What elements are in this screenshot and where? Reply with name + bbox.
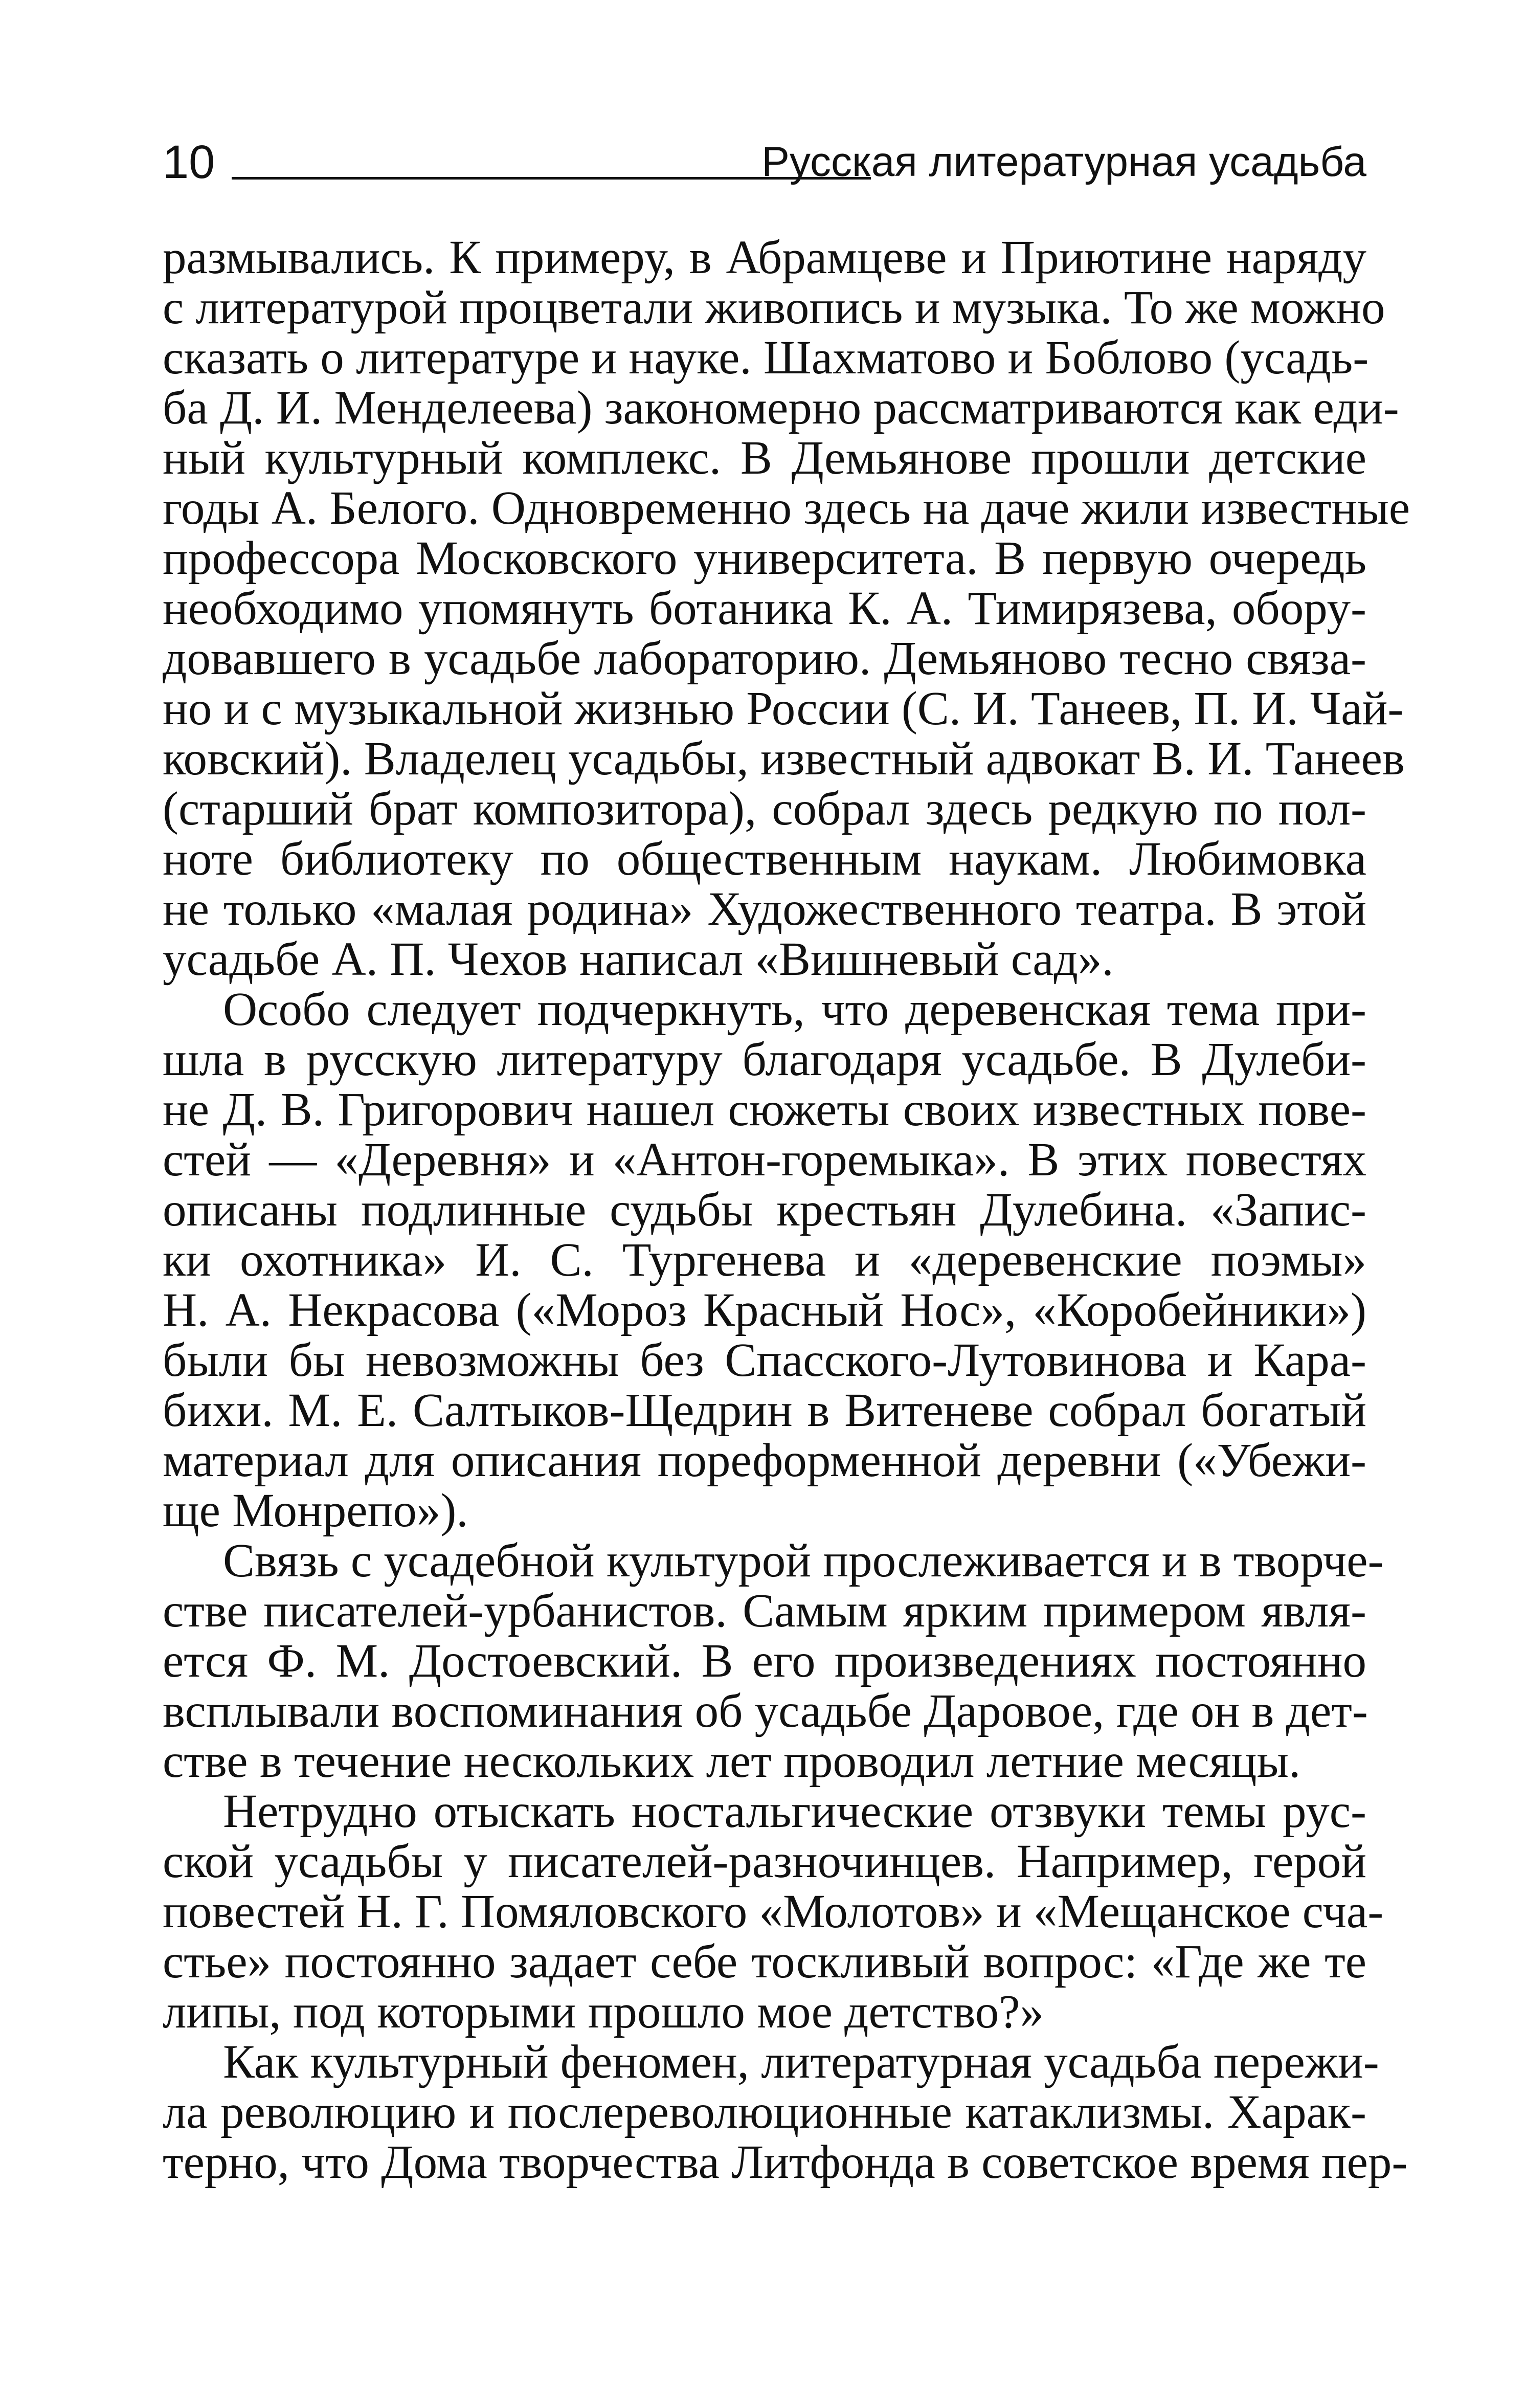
text-line: ла революцию и послереволюционные катаклизмы. Харак- <box>163 2086 1366 2138</box>
text-line: ской усадьбы у писателей-разночинцев. Например, герой <box>163 1835 1366 1888</box>
page-number: 10 <box>163 136 215 188</box>
text-line: описаны подлинные судьбы крестьян Дулебина. «Запис- <box>163 1184 1366 1236</box>
text-line: липы, под которыми прошло мое детство?» <box>163 1986 1044 2038</box>
text-line: стье» постоянно задает себе тоскливый вопрос: «Где же те <box>163 1935 1366 1988</box>
text-line: материал для описания пореформенной деревни («Убежи- <box>163 1434 1366 1487</box>
text-line: были бы невозможны без Спасского-Лутовинова и Кара- <box>163 1334 1366 1387</box>
text-line: шла в русскую литературу благодаря усадьбе. В Дулеби- <box>163 1033 1366 1086</box>
paragraph-first-line: Как культурный феномен, литературная усадьба пережи- <box>223 2036 1379 2088</box>
text-line: необходимо упомянуть ботаника К. А. Тимирязева, обору- <box>163 582 1366 635</box>
text-line: не только «малая родина» Художественного театра. В этой <box>163 883 1366 935</box>
paragraph-first-line: Связь с усадебной культурой прослеживается и в творче- <box>223 1534 1384 1587</box>
text-line: но и с музыкальной жизнью России (С. И. Танеев, П. И. Чай- <box>163 682 1404 735</box>
text-line: ковский). Владелец усадьбы, известный адвокат В. И. Танеев <box>163 732 1405 785</box>
text-line: ется Ф. М. Достоевский. В его произведениях постоянно <box>163 1635 1366 1687</box>
text-line: усадьбе А. П. Чехов написал «Вишневый сад». <box>163 933 1114 986</box>
text-line: стей — «Деревня» и «Антон-горемыка». В этих повестях <box>163 1133 1366 1186</box>
text-line: годы А. Белого. Одновременно здесь на даче жили известные <box>163 482 1410 534</box>
text-line: довавшего в усадьбе лабораторию. Демьяново тесно связа- <box>163 632 1366 685</box>
text-line: ще Монрепо»). <box>163 1484 468 1537</box>
text-line: терно, что Дома творчества Литфонда в советское время пер- <box>163 2136 1408 2189</box>
text-line: стве в течение нескольких лет проводил летние месяцы. <box>163 1735 1301 1788</box>
text-line: (старший брат композитора), собрал здесь редкую по пол- <box>163 783 1366 835</box>
running-title: Русская литературная усадьба <box>761 139 1366 185</box>
text-line: ки охотника» И. С. Тургенева и «деревенские поэмы» <box>163 1234 1366 1286</box>
text-line: повестей Н. Г. Помяловского «Молотов» и «Мещанское сча- <box>163 1885 1384 1938</box>
text-line: с литературой процветали живопись и музыка. То же можно <box>163 281 1385 334</box>
text-line: сказать о литературе и науке. Шахматово и Боблово (усадь- <box>163 331 1369 384</box>
text-line: ба Д. И. Менделеева) закономерно рассматриваются как еди- <box>163 382 1399 434</box>
text-line: стве писателей-урбанистов. Самым ярким примером явля- <box>163 1585 1366 1637</box>
text-line: всплывали воспоминания об усадьбе Даровое, где он в дет- <box>163 1685 1368 1737</box>
text-line: не Д. В. Григорович нашел сюжеты своих известных пове- <box>163 1083 1366 1136</box>
paragraph-first-line: Особо следует подчеркнуть, что деревенская тема при- <box>223 983 1366 1036</box>
text-line: профессора Московского университета. В первую очередь <box>163 532 1366 585</box>
body-text <box>163 231 1410 2189</box>
text-line: ный культурный комплекс. В Демьянове прошли детские <box>163 432 1366 484</box>
text-line: размывались. К примеру, в Абрамцеве и Приютине наряду <box>163 231 1366 284</box>
paragraph-first-line: Нетрудно отыскать ностальгические отзвуки темы рус- <box>223 1785 1366 1838</box>
text-line: ноте библиотеку по общественным наукам. Любимовка <box>163 833 1366 885</box>
text-line: Н. А. Некрасова («Мороз Красный Нос», «Коробейники») <box>163 1284 1366 1336</box>
text-line: бихи. М. Е. Салтыков-Щедрин в Витеневе собрал богатый <box>163 1384 1366 1437</box>
page-header <box>163 134 1366 190</box>
